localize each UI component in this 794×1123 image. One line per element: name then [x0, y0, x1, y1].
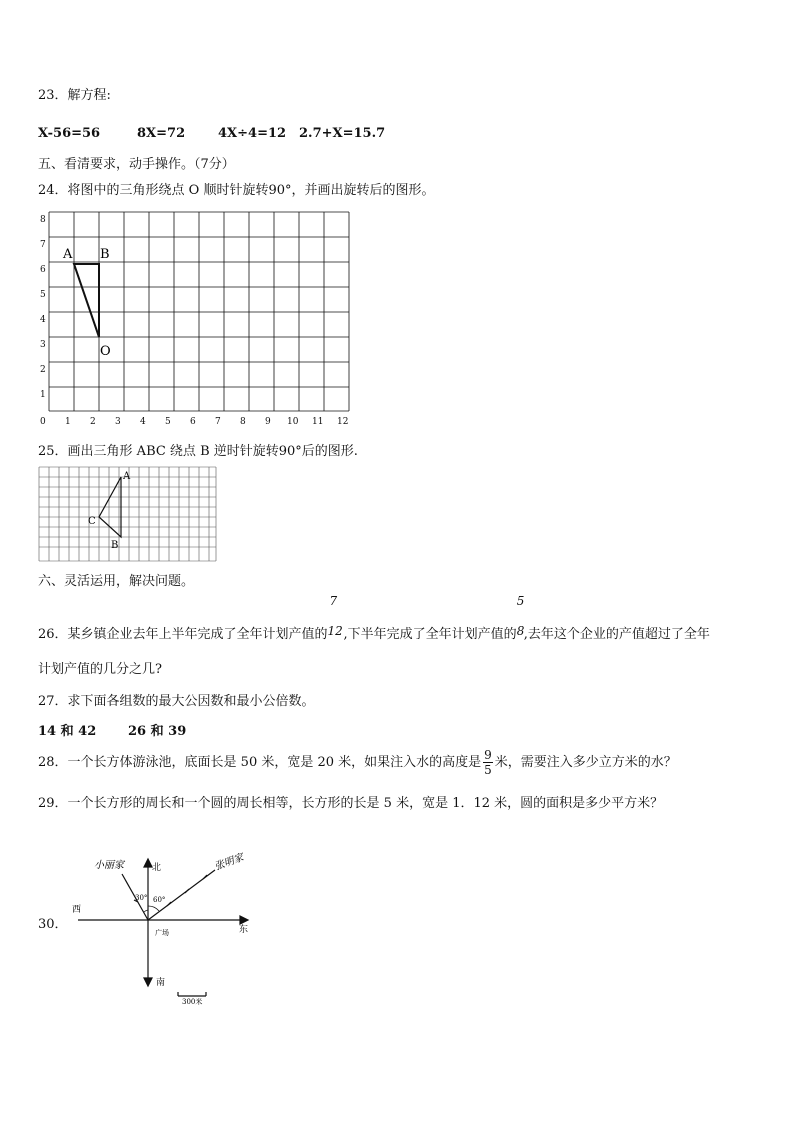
x-tick-1: 1 — [65, 417, 71, 427]
x-tick-3: 3 — [115, 417, 121, 427]
label-o: O — [100, 344, 111, 359]
north-arrow-icon — [144, 859, 152, 867]
x-tick-5: 5 — [165, 417, 171, 427]
q27-group-2: 26 和 39 — [128, 724, 187, 739]
fraction-numerator: 7 — [329, 594, 338, 608]
west-label: 西 — [72, 905, 82, 915]
label-c: C — [88, 516, 96, 527]
fraction-denominator: 5 — [484, 763, 492, 777]
fraction-9-5 — [483, 748, 493, 777]
q26-part-2: ,下半年完成了全年计划产值的 — [343, 627, 517, 642]
compass-map — [70, 850, 270, 1010]
label-a: A — [63, 247, 73, 262]
east-label: 东 — [239, 925, 249, 935]
zhangming-home-label: 张明家 — [213, 852, 246, 873]
label-a: A — [123, 471, 131, 482]
y-tick-4: 4 — [40, 315, 46, 325]
section-6-heading: 六、灵活运用，解决问题。 — [38, 574, 195, 589]
scale-label: 300米 — [182, 998, 203, 1006]
x-tick-0: 0 — [40, 417, 46, 427]
y-tick-7: 7 — [40, 240, 46, 250]
east-arrow-icon — [240, 916, 248, 924]
x-tick-4: 4 — [140, 417, 146, 427]
q27-text: 27．求下面各组数的最大公因数和最小公倍数。 — [38, 694, 315, 709]
triangle-abo — [74, 264, 99, 337]
q26-line-1 — [38, 594, 710, 642]
q28-text — [38, 748, 677, 777]
q26-part-3: ,去年这个企业的产值超过了全年 — [523, 627, 710, 642]
y-tick-5: 5 — [40, 290, 46, 300]
q28-part-1: 28．一个长方体游泳池，底面长是 50 米，宽是 20 米，如果注入水的高度是 — [38, 755, 482, 770]
south-label: 南 — [156, 978, 166, 988]
angle-60-label: 60° — [153, 896, 166, 904]
q24-text: 24．将图中的三角形绕点 O 顺时针旋转90°，并画出旋转后的图形。 — [38, 183, 435, 198]
y-tick-8: 8 — [40, 215, 46, 225]
q26-line-2: 计划产值的几分之几? — [38, 662, 162, 677]
north-label: 北 — [152, 863, 162, 873]
angle-30-label: 30° — [135, 894, 148, 902]
q24-grid-lines — [49, 212, 349, 411]
q27-group-1: 14 和 42 — [38, 724, 97, 739]
equation-3: 4X÷4=12 — [218, 126, 287, 141]
q25-grid-figure — [38, 466, 220, 564]
y-tick-3: 3 — [40, 340, 46, 350]
fraction-numerator: 5 — [516, 594, 525, 608]
fraction-5-8 — [516, 594, 525, 638]
xiaoli-home-label: 小丽家 — [94, 860, 124, 871]
q23-title: 23．解方程: — [38, 88, 111, 103]
x-tick-9: 9 — [265, 417, 271, 427]
fraction-denominator: 12 — [327, 624, 343, 638]
x-tick-12: 12 — [337, 417, 349, 427]
x-tick-7: 7 — [215, 417, 221, 427]
x-tick-8: 8 — [240, 417, 246, 427]
angle-arc-60 — [148, 906, 159, 911]
q26-part-1: 26．某乡镇企业去年上半年完成了全年计划产值的 — [38, 627, 328, 642]
label-b: B — [111, 540, 119, 551]
q25-text: 25．画出三角形 ABC 绕点 B 逆时针旋转90°后的图形. — [38, 444, 358, 459]
equation-4: 2.7+X=15.7 — [299, 126, 386, 141]
equation-2: 8X=72 — [137, 126, 186, 141]
y-tick-2: 2 — [40, 365, 46, 375]
fraction-denominator: 8 — [516, 624, 525, 638]
x-tick-10: 10 — [287, 417, 299, 427]
south-arrow-icon — [144, 978, 152, 986]
q30-number: 30． — [38, 917, 68, 932]
fraction-7-12 — [327, 594, 344, 638]
equation-1: X-56=56 — [38, 126, 101, 141]
y-tick-6: 6 — [40, 265, 46, 275]
x-tick-11: 11 — [312, 417, 324, 427]
section-5-heading: 五、看清要求，动手操作。（7分） — [38, 157, 235, 172]
y-tick-1: 1 — [40, 390, 46, 400]
q24-grid-figure — [34, 208, 364, 428]
label-b: B — [100, 247, 110, 262]
fraction-numerator: 9 — [484, 748, 492, 762]
q28-part-2: 米，需要注入多少立方米的水？ — [494, 755, 677, 770]
center-label: 广场 — [155, 929, 169, 937]
angle-arc-30 — [144, 910, 148, 912]
x-tick-6: 6 — [190, 417, 196, 427]
x-tick-2: 2 — [90, 417, 96, 427]
q29-text: 29．一个长方形的周长和一个圆的周长相等，长方形的长是 5 米，宽是 1．12 米，圆的面积是多少平方米？ — [38, 796, 664, 811]
